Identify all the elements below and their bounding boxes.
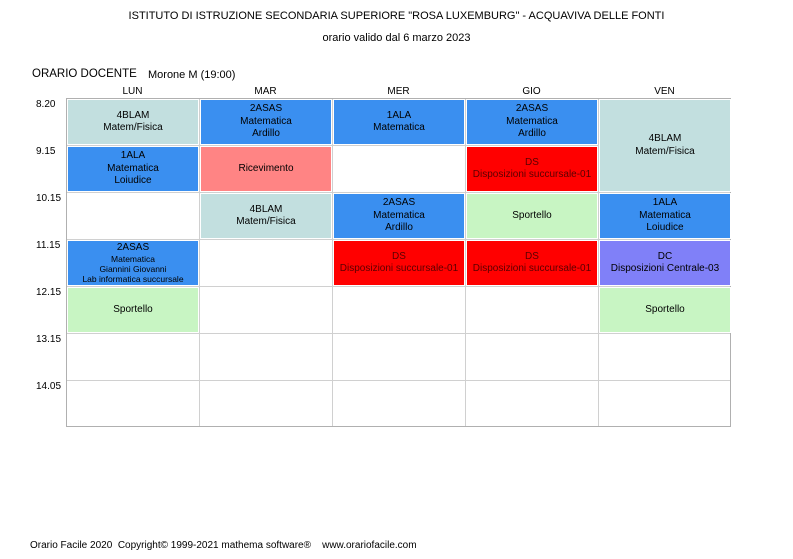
cell-class-label: 2ASAS bbox=[116, 241, 150, 253]
lesson-cell-mer-4 bbox=[333, 240, 465, 286]
lesson-cell-mar-2 bbox=[200, 146, 332, 192]
cell-detail-label: Ardillo bbox=[385, 222, 413, 234]
time-label: 11.15 bbox=[36, 240, 61, 251]
cell-class-label: 4BLAM bbox=[249, 203, 283, 215]
cell-class-label: DS bbox=[392, 250, 406, 262]
cell-class-label: Sportello bbox=[645, 303, 685, 315]
footer-copyright: Orario Facile 2020 Copyright© 1999-2021 mathema software® www.orariofacile.com bbox=[30, 540, 417, 551]
day-header-mer: MER bbox=[387, 86, 410, 97]
lesson-cell-mer-3 bbox=[333, 193, 465, 239]
cell-detail-label: Matematica bbox=[639, 209, 691, 221]
lesson-cell-lun-2 bbox=[67, 146, 199, 192]
time-label: 10.15 bbox=[36, 193, 62, 204]
cell-class-label: Sportello bbox=[512, 209, 552, 221]
cell-detail-label: Lab informatica succursale bbox=[82, 274, 184, 285]
cell-detail-label: Disposizioni succursale-01 bbox=[472, 263, 592, 274]
cell-class-label: 1ALA bbox=[120, 150, 146, 162]
cell-detail-label: Giannini Giovanni bbox=[99, 264, 167, 275]
lesson-cell-mar-1 bbox=[200, 99, 332, 145]
cell-detail-label: Loiudice bbox=[646, 222, 684, 234]
lesson-cell-lun-5 bbox=[67, 287, 199, 333]
cell-detail-label: Matematica bbox=[373, 209, 425, 221]
lesson-cell-gio-2 bbox=[466, 146, 598, 192]
time-label: 9.15 bbox=[36, 146, 56, 157]
cell-class-label: 2ASAS bbox=[382, 197, 416, 209]
cell-detail-label: Matem/Fisica bbox=[635, 145, 695, 157]
time-label: 8.20 bbox=[36, 99, 56, 110]
lesson-cell-ven-4 bbox=[599, 240, 731, 286]
lesson-cell-mar-3 bbox=[200, 193, 332, 239]
time-label: 14.05 bbox=[36, 381, 62, 392]
cell-class-label: 2ASAS bbox=[249, 103, 283, 115]
cell-detail-label: Disposizioni succursale-01 bbox=[472, 169, 592, 180]
cell-class-label: 4BLAM bbox=[648, 133, 682, 144]
day-header-mar: MAR bbox=[254, 86, 277, 97]
cell-detail-label: Loiudice bbox=[114, 175, 152, 187]
lesson-cell-lun-4 bbox=[67, 240, 199, 286]
day-header-ven: VEN bbox=[654, 86, 675, 97]
cell-class-label: 1ALA bbox=[386, 109, 412, 121]
lesson-cell-ven-3 bbox=[599, 193, 731, 239]
cell-class-label: 2ASAS bbox=[515, 103, 549, 115]
cell-class-label: DC bbox=[657, 250, 673, 262]
cell-detail-label: Ardillo bbox=[518, 128, 546, 140]
day-header-gio: GIO bbox=[522, 86, 541, 97]
lesson-cell-gio-3 bbox=[466, 193, 598, 239]
cell-class-label: Ricevimento bbox=[238, 162, 294, 174]
lesson-cell-mer-1 bbox=[333, 99, 465, 145]
cell-detail-label: Matematica bbox=[373, 122, 425, 133]
cell-detail-label: Matematica bbox=[240, 115, 292, 127]
validity-date: orario valido dal 6 marzo 2023 bbox=[322, 32, 471, 44]
lesson-cell-gio-4 bbox=[466, 240, 598, 286]
cell-detail-label: Matematica bbox=[506, 115, 558, 127]
cell-class-label: 1ALA bbox=[652, 197, 678, 209]
cell-class-label: DS bbox=[525, 156, 539, 168]
lesson-cell-ven-1 bbox=[599, 99, 731, 192]
cell-detail-label: Matematica bbox=[111, 254, 155, 265]
cell-class-label: DS bbox=[525, 250, 539, 262]
cell-detail-label: Disposizioni succursale-01 bbox=[339, 263, 459, 274]
timetable-title: ORARIO DOCENTE bbox=[32, 68, 137, 80]
lesson-cell-lun-1 bbox=[67, 99, 199, 145]
cell-detail-label: Matem/Fisica bbox=[103, 122, 163, 133]
cell-detail-label: Matem/Fisica bbox=[236, 216, 296, 227]
teacher-name: Morone M (19:00) bbox=[148, 69, 236, 81]
cell-class-label: 4BLAM bbox=[116, 109, 150, 121]
lesson-cell-ven-5 bbox=[599, 287, 731, 333]
cell-detail-label: Ardillo bbox=[252, 128, 280, 140]
time-label: 13.15 bbox=[36, 334, 62, 345]
cell-detail-label: Disposizioni Centrale-03 bbox=[610, 263, 720, 274]
cell-detail-label: Matematica bbox=[107, 162, 159, 174]
lesson-cell-gio-1 bbox=[466, 99, 598, 145]
cell-class-label: Sportello bbox=[113, 303, 153, 315]
day-header-lun: LUN bbox=[122, 86, 143, 97]
time-label: 12.15 bbox=[36, 287, 62, 298]
school-name: ISTITUTO DI ISTRUZIONE SECONDARIA SUPERIORE "ROSA LUXEMBURG" - ACQUAVIVA DELLE FONTI bbox=[128, 10, 665, 22]
